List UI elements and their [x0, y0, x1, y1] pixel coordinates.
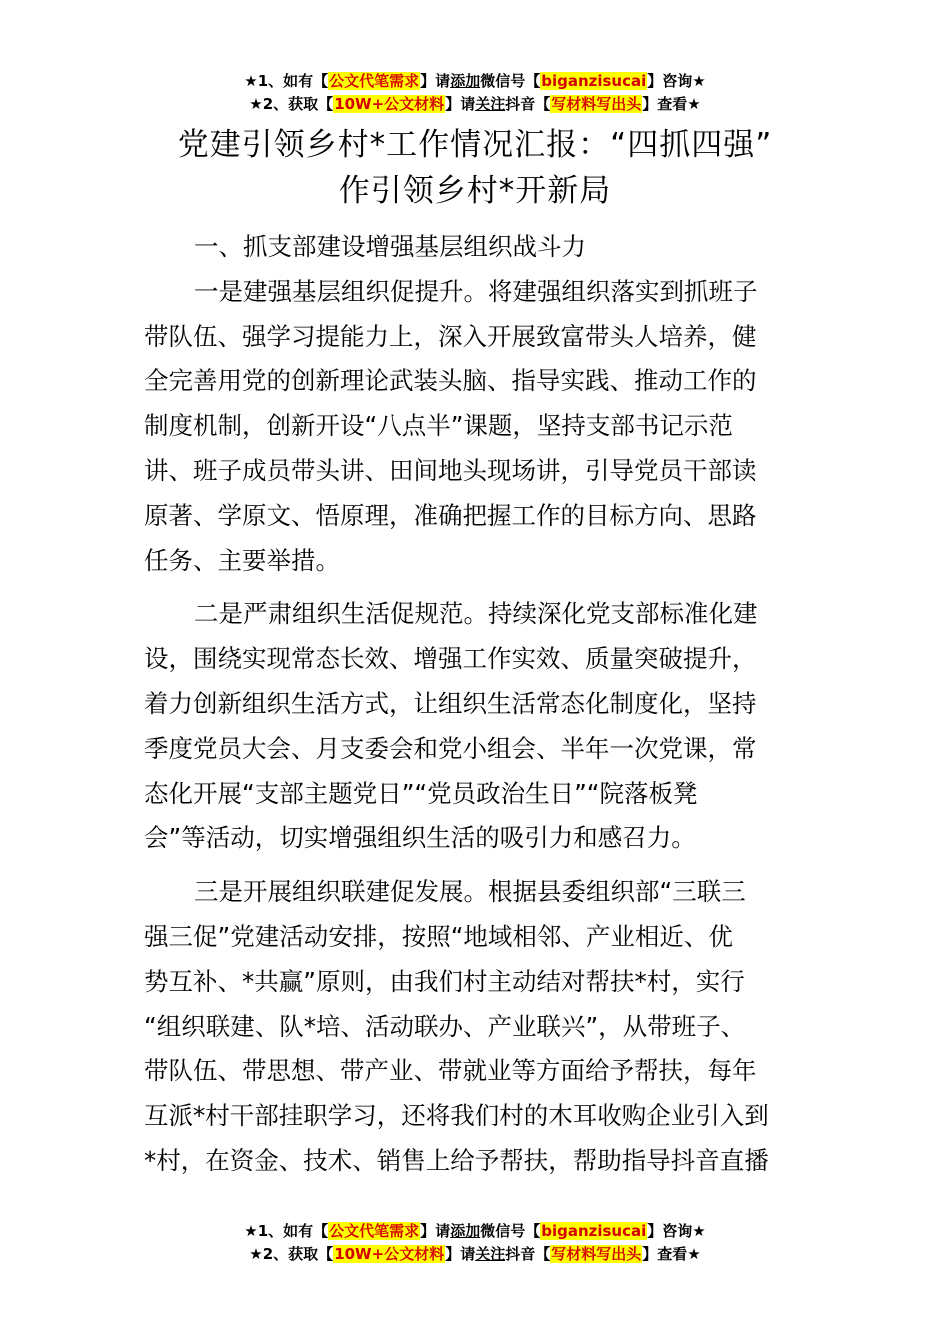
paragraph-line: 会”等活动，切实增强组织生活的吸引力和感召力。 [144, 823, 696, 853]
promo-text: 】查看★ [642, 1245, 701, 1263]
promo-text: ★1、如有【 [244, 1222, 329, 1240]
paragraph-line: 一是建强基层组织促提升。将建强组织落实到抓班子 [194, 276, 758, 306]
wechat-id-highlight: biganzisucai [541, 72, 647, 90]
promo-text: 】查看★ [642, 95, 701, 113]
promo-text: 】请 [420, 1222, 451, 1240]
promo-text: 】请 [445, 1245, 476, 1263]
promo-text: ★2、获取【 [249, 95, 334, 113]
paragraph-line: 带队伍、强学习提能力上，深入开展致富带头人培养，健 [144, 321, 757, 351]
paragraph-line: 三是开展组织联建促发展。根据县委组织部“三联三 [194, 877, 746, 907]
promo-text: ★1、如有【 [244, 72, 329, 90]
douyin-account-highlight: 写材料写出头 [551, 95, 642, 113]
promo-text: 微信号【 [480, 72, 541, 90]
paragraph-line: 态化开展“支部主题党日”“党员政治生日”“院落板凳 [144, 778, 698, 808]
promo-text: 抖音【 [505, 1245, 551, 1263]
paragraph-line: “组织联建、队*培、活动联办、产业联兴”，从带班子、 [144, 1011, 746, 1041]
paragraph-line: 强三促”党建活动安排，按照“地域相邻、产业相近、优 [144, 921, 733, 951]
paragraph [144, 270, 814, 584]
title-line: 党建引领乡村*工作情况汇报：“四抓四强” [177, 127, 773, 163]
promo-underline: 添加 [450, 72, 481, 90]
document-body [144, 225, 814, 1184]
wechat-id-highlight: biganzisucai [541, 1222, 647, 1240]
paragraph-line: 着力创新组织生活方式，让组织生活常态化制度化，坚持 [144, 688, 757, 718]
promo-line-1 [0, 70, 950, 93]
promo-underline: 添加 [450, 1222, 481, 1240]
paragraph-line: 设，围绕实现常态长效、增强工作实效、质量突破提升， [144, 644, 757, 674]
paragraph-line: 互派*村干部挂职学习，还将我们村的木耳收购企业引入到 [144, 1101, 769, 1131]
paragraph-line: 讲、班子成员带头讲、田间地头现场讲，引导党员干部读 [144, 455, 757, 485]
paragraph-line: 原著、学原文、悟原理，准确把握工作的目标方向、思路 [144, 500, 757, 530]
paragraph-line: 任务、主要举措。 [144, 545, 340, 575]
promo-highlight: 公文代笔需求 [329, 1222, 420, 1240]
footer-promo-banner [0, 1220, 950, 1266]
paragraph [144, 592, 814, 861]
paragraph-line: 季度党员大会、月支委会和党小组会、半年一次党课，常 [144, 733, 757, 763]
header-promo-banner [0, 70, 950, 116]
promo-line-2 [0, 1243, 950, 1266]
section-heading: 一、抓支部建设增强基层组织战斗力 [194, 232, 586, 261]
promo-text: ★2、获取【 [249, 1245, 334, 1263]
paragraph-line: *村，在资金、技术、销售上给予帮扶，帮助指导抖音直播 [144, 1145, 769, 1175]
paragraph-line: 势互补、*共赢”原则，由我们村主动结对帮扶*村，实行 [144, 966, 745, 996]
promo-highlight: 公文代笔需求 [329, 72, 420, 90]
promo-text: 抖音【 [505, 95, 551, 113]
promo-text: 微信号【 [480, 1222, 541, 1240]
paragraph-line: 带队伍、带思想、带产业、带就业等方面给予帮扶，每年 [144, 1056, 757, 1086]
paragraph-line: 制度机制，创新开设“八点半”课题，坚持支部书记示范 [144, 411, 733, 441]
paragraph-line: 全完善用党的创新理论武装头脑、指导实践、推动工作的 [144, 366, 757, 396]
paragraph [144, 870, 814, 1184]
promo-text: 】咨询★ [647, 72, 706, 90]
document-title [100, 122, 850, 214]
promo-line-1 [0, 1220, 950, 1243]
promo-line-2 [0, 93, 950, 116]
promo-highlight: 10W+公文材料 [334, 95, 445, 113]
promo-text: 】咨询★ [647, 1222, 706, 1240]
promo-underline: 关注 [475, 95, 506, 113]
douyin-account-highlight: 写材料写出头 [551, 1245, 642, 1263]
promo-underline: 关注 [475, 1245, 506, 1263]
title-line: 作引领乡村*开新局 [338, 173, 612, 209]
promo-highlight: 10W+公文材料 [334, 1245, 445, 1263]
promo-text: 】请 [445, 95, 476, 113]
paragraph-line: 二是严肃组织生活促规范。持续深化党支部标准化建 [194, 599, 758, 629]
promo-text: 】请 [420, 72, 451, 90]
